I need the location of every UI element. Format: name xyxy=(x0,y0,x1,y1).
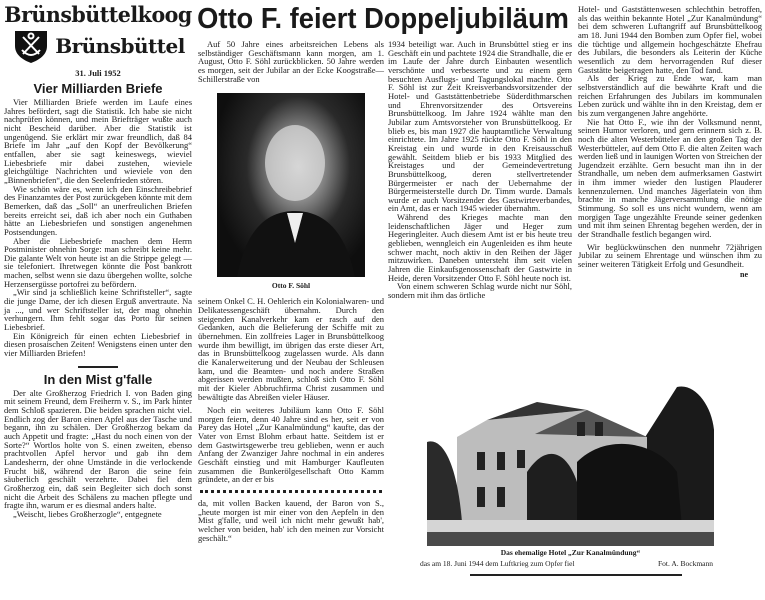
article-headline-in-den-mist: In den Mist g'falle xyxy=(43,371,153,387)
hotel-building-icon xyxy=(427,382,714,546)
paragraph: seinem Onkel C. H. Oehlerich ein Kolonialwaren- und Delikatessengeschäft übernahm. Durch den steigenden Kanalverkehr kam er rasch auf den Gedanken, auch die Belieferung der Schiffe mit zu übernehmen. Ein zollfreies Lager in Brunsbüttelkoog wurde ihm bewilligt, im übrigen das erste dieser Art, das in Brunsbüttelkoog zugelassen wurde. Als dann die Kanalerweiterung und der Neubau der Schleusen kam, und die Beamten- und noch andere Straßen abgerissen werden mußten, schloß sich Otto F. Söhl mit der Kieler Abbruchfirma Christ zusammen und bewältigte das Abreißen vieler Häuser. xyxy=(198,296,384,402)
paragraph: Aber die Liebesbriefe machen dem Herrn Postminister ohnehin Sorge: man schreibt keine mehr. Die galante Welt von heute ist an die Strippe gelegt — sie telefoniert. Ihretwegen könnte die Post bankrott machen, selbst wenn sie dazu übergehen wollte, solche Herzensergüsse portofrei zu befördern. xyxy=(4,235,192,289)
paragraph: Während des Krieges machte man den leidenschaftlichen Jäger und Heger zum Hegeringleiter. Auch diesem Amt ist er bis heute treu geblieben, wenngleich ein Augenleiden es ihm heute schwer macht, noch aktiv in den Reihen der Jäger mitzuwirken. Daneben untersteht ihm seit vielen Jahren die Einkaufsgenossenschaft der Gastwirte in Heide, deren Vorsitzender Otto F. Söhl heute noch ist. xyxy=(388,212,572,283)
article-in-den-mist-continuation xyxy=(198,499,384,542)
masthead-title-2: Brünsbüttel xyxy=(55,34,185,58)
paragraph: Nie hat Otto F., wie ihn der Volksmund nennt, seinen Humor verloren, und gern erinnern sich z. B. noch die alten Westerbütteler an den großen Tag der Westerbütteler, auf dem Otto F. die alten Zeiten wach werden ließ und in launigen Worten von Streichen der Jugendzeit erzählte. Gern besucht man ihn in der Strandhalle, um neben dem aufmerksamen Gastwirt in ihm immer wieder den lustigen Plauderer kennenzulernen. Und manches Jägerlatein von ihm brachte in manche Jägerversammlung die nötige Stimmung. So soll es uns nicht wundern, wenn am morgigen Tage ungezählte Freunde seiner gedenken und mit ihm seinen Ehrentag begehen werden, der in der Strandhalle festlich begangen wird. xyxy=(578,116,762,240)
article-body-vier-milliarden-briefe xyxy=(4,98,192,358)
masthead xyxy=(4,2,192,78)
hotel-photo xyxy=(427,382,714,546)
paragraph: 1934 beteiligt war. Auch in Brunsbüttel stieg er ins Geschäft ein und pachtete 1924 die Strandhalle, die er im Laufe der Jahre durch Einbauten wesentlich verschönte und verbesserte und zu einem gern besuchten Ausflugs- und Tagungslokal machte. Otto F. Söhl ist zur Zeit Kreisverbandsvorsitzender der Hotel- und Gaststättenbetriebe Süderdithmarschen und Ehrenvorsitzender des Ortsvereins Brunsbüttelkoog. Im Jahre 1924 wählte man den Jubilar zum Amtsvorsteher von Brunsbüttelkoog. Er blieb es, bis man 1927 die hauptamtliche Verwaltung einrichtete. Im Jahre 1925 rückte Otto F. Söhl in den Kreistag ein und wurde in den Kreisausschuß gewählt. Seitdem blieb er bis 1933 Mitglied des Kreistages und der Gemeindevertretung Brunsbüttelkoog, deren stellvertretender Bürgermeister er nach der Uebernahme der Bürgermeisterstelle durch Dr. Timm wurde. Damals wurde er auch Vorsitzender des Gastwirteverbandes, ein Amt, das er nach 1945 wieder übernahm. xyxy=(388,39,572,214)
paragraph: Wir beglückwünschen den nunmehr 72jährigen Jubilar zu seinem Ehrentage und wünschen ihm zu seiner weiteren Tätigkeit Erfolg und Gesundheit. xyxy=(578,241,762,270)
column-1 xyxy=(4,2,192,519)
paragraph: Vier Milliarden Briefe werden im Laufe eines Jahres befördert, sagt die Statistik. Ich habe sie nicht nachprüfen können, und mein Briefträger wußte auch nicht Bescheid darüber. Aber die Statistik ist ungenügend. Sie erklärt mir zwar freundlich, daß 84 Briefe im Jahr „auf den Kopf der Bevölkerung“ entfallen, aber sie sagt keineswegs, wieviel Liebesbriefe mir dabei zustehen, wieviele gleichgültige Nachrichten und wieviele von den „Binnenbriefen“, die den Seelenfrieden stören. xyxy=(4,97,192,185)
main-body-col2 xyxy=(198,297,384,484)
portrait-figure-icon xyxy=(217,93,365,277)
main-body-col3 xyxy=(388,40,572,300)
column-2 xyxy=(198,40,384,542)
dotted-divider xyxy=(200,490,382,493)
paragraph: Der alte Großherzog Friedrich I. von Baden ging mit seinem Freund, dem Freiherrn v. S., im Park hinter dem Schloß spazieren. Die beiden sprachen nicht viel. Endlich zog der Baron einen Apfel aus der Tasche und begann, ihn zu schälen. Der Großherzog bekam da auch Appetit und fragte: „Hast du noch einen von der Sorte?“ Wortlos holte von S. einen zweiten, ebenso prachtvollen Apfel hervor und gab ihn dem Landesherrn, der ohne Umstände in die verlockende Frucht biß, während der Baron die seine fein säuberlich geschält verzehrte. Dabei fiel dem Großherzog ein, daß sein Begleiter sich doch sonst nicht die Arbeit des Schälens zu machen pflegte und fragte ihn, warum er es diesmal anders halte. xyxy=(4,387,192,511)
paragraph: da, mit vollen Backen kauend, der Baron von S., „heute morgen ist mir einer von den Aepfeln in den Mist g'falle, und weil ich nicht mehr gewußt hab', welcher von beiden, hab' ich den meinen zur Vorsicht geschält.“ xyxy=(198,498,384,543)
photo-credit: Fot. A. Bockmann xyxy=(658,559,714,568)
paragraph: Wie schön wäre es, wenn ich den Einschreibebrief des Finanzamtes der Post zurückgeben könnte mit dem Bemerken, daß das „Soll“ an unerfreulichen Briefen bereits erreicht sei, daß ich aber noch ein Guthaben hätte an Liebesbriefen und sonstigen angenehmen Postsendungen. xyxy=(4,183,192,237)
paragraph: Hotel- und Gaststättenwesen schlechthin betroffen, als das weithin bekannte Hotel „Zur Kanalmündung“ bei dem schweren Luftangriff auf Brunsbüttelkoog am 18. Juni 1944 den Bomben zum Opfer fiel, wobei die tüchtige und allgemein hochgeschätzte Ehefrau des Jubilars, die besonders als Leiterin der Küche wesentlich zu dem hervorragenden Ruf dieser Gaststätte beigetragen hatte, den Tod fand. xyxy=(578,4,762,75)
divider xyxy=(470,574,682,576)
article-body-in-den-mist xyxy=(4,389,192,519)
main-headline: Otto F. feiert Doppeljubiläum xyxy=(197,3,569,35)
author-signature: ne xyxy=(740,269,748,279)
column-4 xyxy=(578,5,762,279)
paragraph: Ein Königreich für einen echten Liebesbrief in diesen prosaischen Zeiten! Wenigstens einen unter den vier Milliarden Briefen! xyxy=(4,330,192,359)
coat-of-arms-icon xyxy=(11,28,51,64)
main-intro xyxy=(198,40,384,83)
issue-date: 31. Juli 1952 xyxy=(75,68,121,78)
hotel-photo-caption-title: Das ehemalige Hotel „Zur Kanalmündung“ xyxy=(500,548,641,557)
portrait-caption: Otto F. Söhl xyxy=(271,281,311,291)
paragraph: Auf 50 Jahre eines arbeitsreichen Lebens als selbständiger Geschäftsmann kann morgen, am 1. August, Otto F. Söhl zurückblicken. 50 Jahre werden es morgen, seit der Jubilar an der Ecke Koogstraße—Schillerstraße von xyxy=(198,39,384,84)
masthead-title-1: Brünsbüttelkoog xyxy=(4,2,192,27)
divider xyxy=(78,366,118,368)
paragraph: Noch ein weiteres Jubiläum kann Otto F. Söhl morgen feiern, denn 40 Jahre sind es her, seit er von Parey das Hotel „Zur Kanalmündung“ kaufte, das der Vater von Ernst Blohm erbaut hatte. Seitdem ist er dem Gastwirtsgewerbe treu geblieben, wenn er auch Anfang der Zwanziger Jahre nochmal in ein anderes Geschäft einstieg und mit Hamburger Kaufleuten zusammen die Bunkerölgesellschaft Otto Kamm gründete, an der er bis xyxy=(198,405,384,485)
main-body-col4 xyxy=(578,5,762,269)
paragraph: „Wir sind ja schließlich keine Schriftsteller“, sagte die junge Dame, der ich diesen Erguß anvertraute. Na ja ..., und wer Schriftsteller ist, der mag ohnehin verhungern. Ihm fehlt sogar das Porto für seinen Liebesbrief. xyxy=(4,287,192,333)
hotel-photo-caption-text: das am 18. Juni 1944 dem Luftkrieg zum Opfer fiel xyxy=(420,559,575,568)
article-headline-vier-milliarden-briefe: Vier Milliarden Briefe xyxy=(33,81,163,96)
paragraph: Von einem schweren Schlag wurde nicht nur Söhl, sondern mit ihm das örtliche xyxy=(388,281,572,301)
paragraph: „Weischt, liebes Großherzogle“, entgegnete xyxy=(13,508,162,519)
portrait-photo xyxy=(217,93,365,277)
paragraph: Als der Krieg zu Ende war, kam man selbstverständlich auf die bewährte Kraft und die reichen Erfahrungen des Jubilars im kommunalen Leben zurück und wählte ihn in den Kreistag, dem er bis zum vergangenen Jahre angehörte. xyxy=(578,73,762,118)
